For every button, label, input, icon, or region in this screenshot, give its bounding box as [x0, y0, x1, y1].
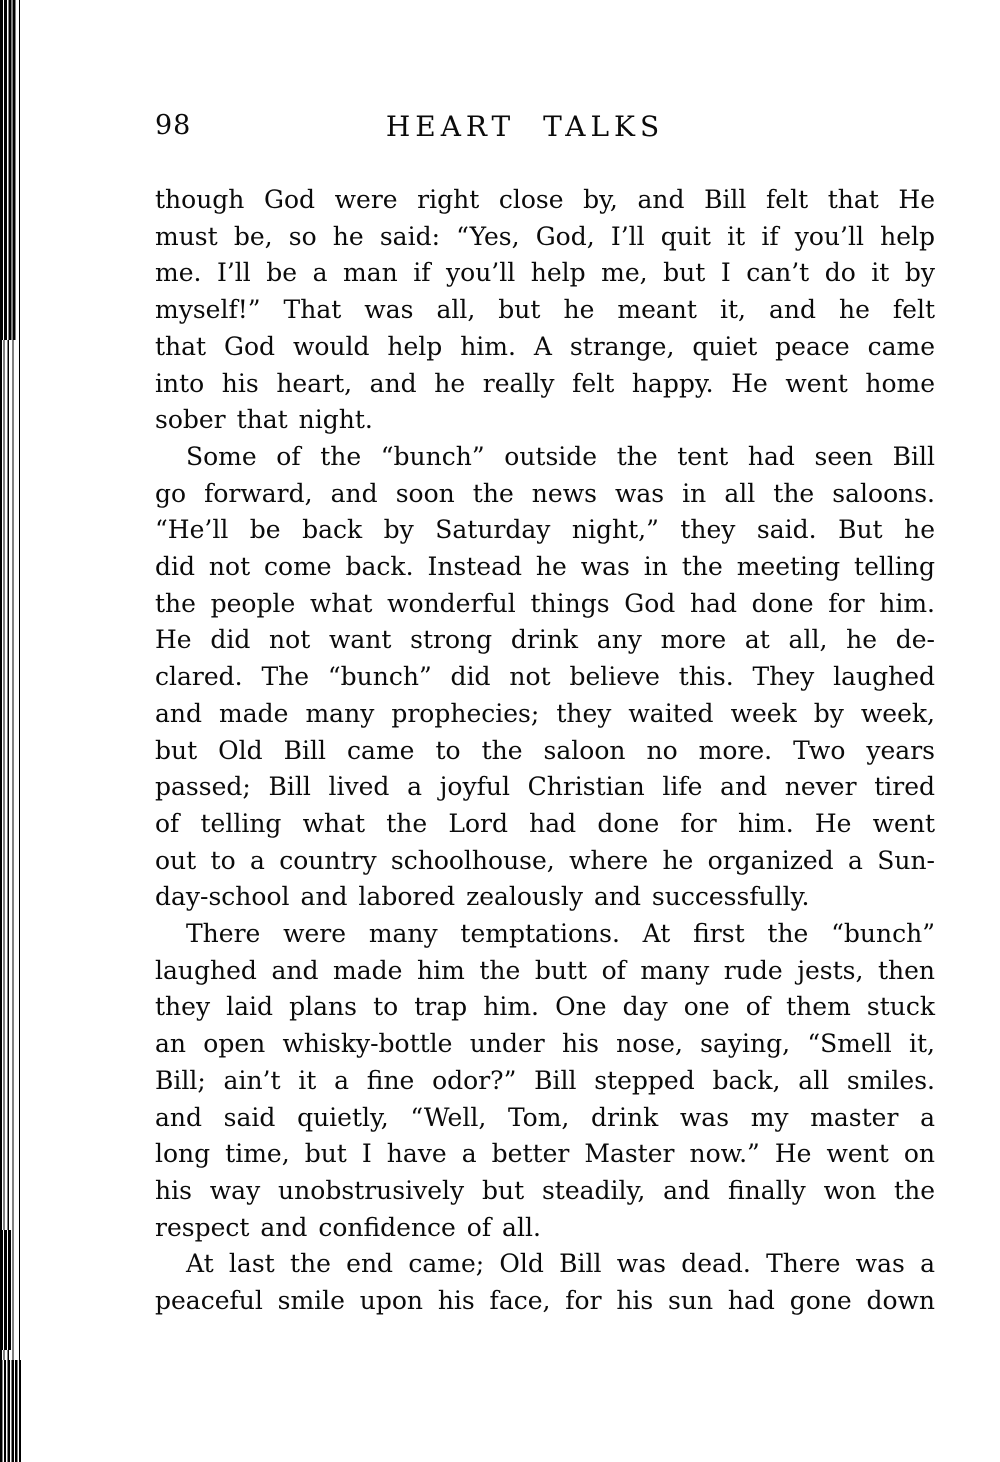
text-line: passed; Bill lived a joyful Christian life and never tired [155, 772, 935, 802]
paragraph [155, 182, 935, 439]
text-line: an open whisky-bottle under his nose, saying, “Smell it, [155, 1029, 935, 1059]
text-line: and said quietly, “Well, Tom, drink was my master a [155, 1102, 935, 1132]
page-body [155, 182, 935, 1320]
text-line: laughed and made him the butt of many rude jests, then [155, 955, 935, 985]
text-line: day-school and labored zealously and successfully. [155, 882, 810, 912]
text-line: that God would help him. A strange, quiet peace came [155, 331, 935, 361]
text-line: At last the end came; Old Bill was dead. There was a [186, 1249, 935, 1279]
text-line: go forward, and soon the news was in all the saloons. [155, 478, 935, 508]
paragraph [155, 1246, 935, 1319]
text-line: long time, but I have a better Master now.” He went on [155, 1139, 935, 1169]
text-line: his way unobstrusively but steadily, and finally won the [155, 1175, 935, 1205]
text-line: the people what wonderful things God had done for him. [155, 588, 935, 618]
text-line: respect and confidence of all. [155, 1212, 541, 1242]
text-line: “He’ll be back by Saturday night,” they said. But he [155, 515, 935, 545]
text-line: did not come back. Instead he was in the meeting telling [155, 552, 935, 582]
text-line: into his heart, and he really felt happy. He went home [155, 368, 935, 398]
page-number: 98 [155, 110, 192, 141]
text-line: myself!” That was all, but he meant it, and he felt [155, 295, 935, 325]
text-line: out to a country schoolhouse, where he organized a Sun- [155, 845, 935, 875]
text-line: of telling what the Lord had done for him. He went [155, 808, 935, 838]
text-line: sober that night. [155, 405, 373, 435]
text-line: He did not want strong drink any more at all, he de- [155, 625, 935, 655]
text-line: and made many prophecies; they waited week by week, [155, 698, 935, 728]
text-line: but Old Bill came to the saloon no more. Two years [155, 735, 935, 765]
text-line: me. I’ll be a man if you’ll help me, but I can’t do it by [155, 258, 935, 288]
text-line: There were many temptations. At first the “bunch” [186, 919, 935, 949]
running-title: HEART TALKS [385, 110, 665, 143]
paragraph [155, 916, 935, 1246]
running-head [155, 110, 935, 146]
binding-ink-blob [0, 1230, 12, 1350]
text-line: Some of the “bunch” outside the tent had seen Bill [186, 441, 935, 471]
text-line: must be, so he said: “Yes, God, I’ll quit it if you’ll help [155, 221, 935, 251]
text-line: Bill; ain’t it a fine odor?” Bill stepped back, all smiles. [155, 1065, 935, 1095]
text-line: though God were right close by, and Bill felt that He [155, 185, 935, 214]
text-line: they laid plans to trap him. One day one of them stuck [155, 992, 935, 1022]
paragraph [155, 439, 935, 916]
text-line: clared. The “bunch” did not believe this. They laughed [155, 662, 935, 692]
text-line: peaceful smile upon his face, for his sun had gone down [155, 1286, 935, 1316]
